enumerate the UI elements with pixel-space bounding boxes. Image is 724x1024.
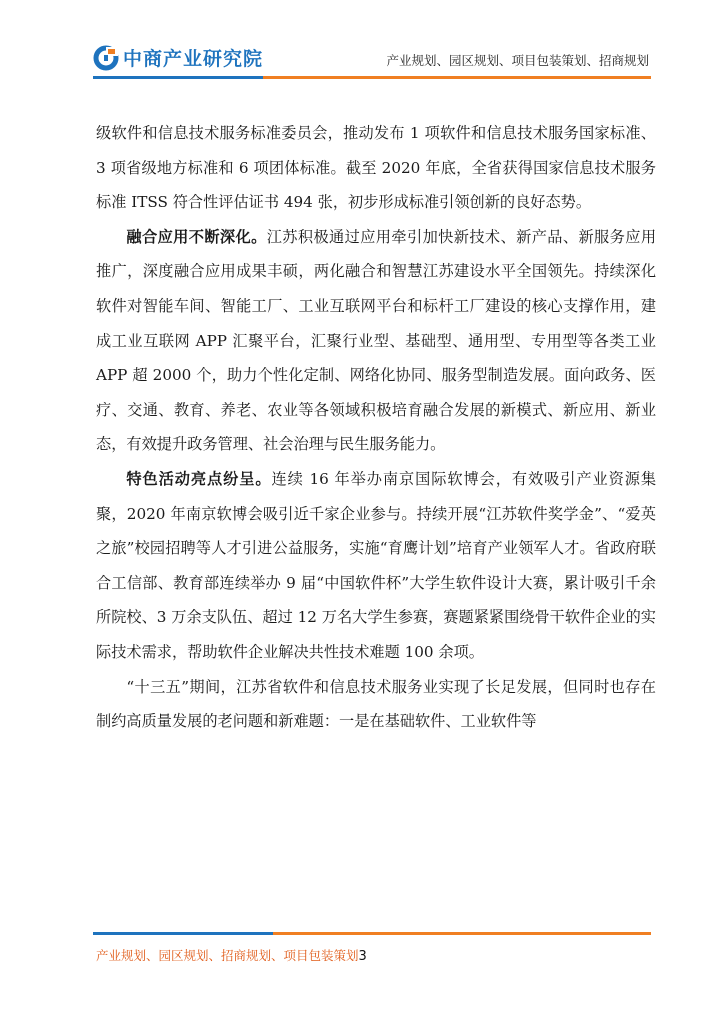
- header-slogan: 产业规划、园区规划、项目包装策划、招商规划: [386, 53, 649, 68]
- logo-icon: [93, 45, 119, 71]
- footer-divider-blue: [93, 932, 273, 935]
- paragraph-integration: [96, 220, 656, 462]
- paragraph-activities: [96, 462, 656, 670]
- document-body: [96, 116, 656, 739]
- page-footer: [96, 946, 367, 964]
- logo-text: 中商产业研究院: [123, 48, 264, 70]
- footer-slogan: 产业规划、园区规划、招商规划、项目包装策划: [96, 948, 359, 963]
- footer-divider-orange: [273, 932, 651, 935]
- page-number: 3: [358, 949, 367, 964]
- paragraph-activities-text: 连续 16 年举办南京国际软博会，有效吸引产业资源集聚，2020 年南京软博会吸引近千家企业参与。持续开展“江苏软件奖学金”、“爱英之旅”校园招聘等人才引进公益服务，实施“育鹰计划”培育产业领军人才。省政府联合工信部、教育部连续举办 9 届“中国软件杯”大学生软件设计大赛，累计吸引千余所院校、3 万余支队伍、超过 12 万名大学生参赛，赛题紧紧围绕骨干软件企业的实际技术需求，帮助软件企业解决共性技术难题 100 余项。: [96, 469, 657, 661]
- header-divider-orange: [263, 76, 651, 79]
- header-divider-blue: [93, 76, 263, 79]
- paragraph-activities-heading: 特色活动亮点纷呈。: [126, 469, 272, 488]
- logo: [93, 44, 263, 71]
- paragraph-integration-heading: 融合应用不断深化。: [126, 227, 267, 246]
- paragraph-problems: “十三五”期间，江苏省软件和信息技术服务业实现了长足发展，但同时也存在制约高质量发展的老问题和新难题：一是在基础软件、工业软件等: [96, 677, 656, 731]
- page-header: [0, 0, 724, 80]
- paragraph-integration-text: 江苏积极通过应用牵引加快新技术、新产品、新服务应用推广，深度融合应用成果丰硕，两化融合和智慧江苏建设水平全国领先。持续深化软件对智能车间、智能工厂、工业互联网平台和标杆工厂建设的核心支撑作用，建成工业互联网 APP 汇聚平台，汇聚行业型、基础型、通用型、专用型等各类工业 APP 超 2000 个，助力个性化定制、网络化协同、服务型制造发展。面向政务、医疗、交通、教育、养老、农业等各领域积极培育融合发展的新模式、新应用、新业态，有效提升政务管理、社会治理与民生服务能力。: [96, 227, 657, 454]
- paragraph-standards: 级软件和信息技术服务标准委员会，推动发布 1 项软件和信息技术服务国家标准、3 项省级地方标准和 6 项团体标准。截至 2020 年底，全省获得国家信息技术服务标准 ITSS 符合性评估证书 494 张，初步形成标准引领创新的良好态势。: [96, 124, 656, 212]
